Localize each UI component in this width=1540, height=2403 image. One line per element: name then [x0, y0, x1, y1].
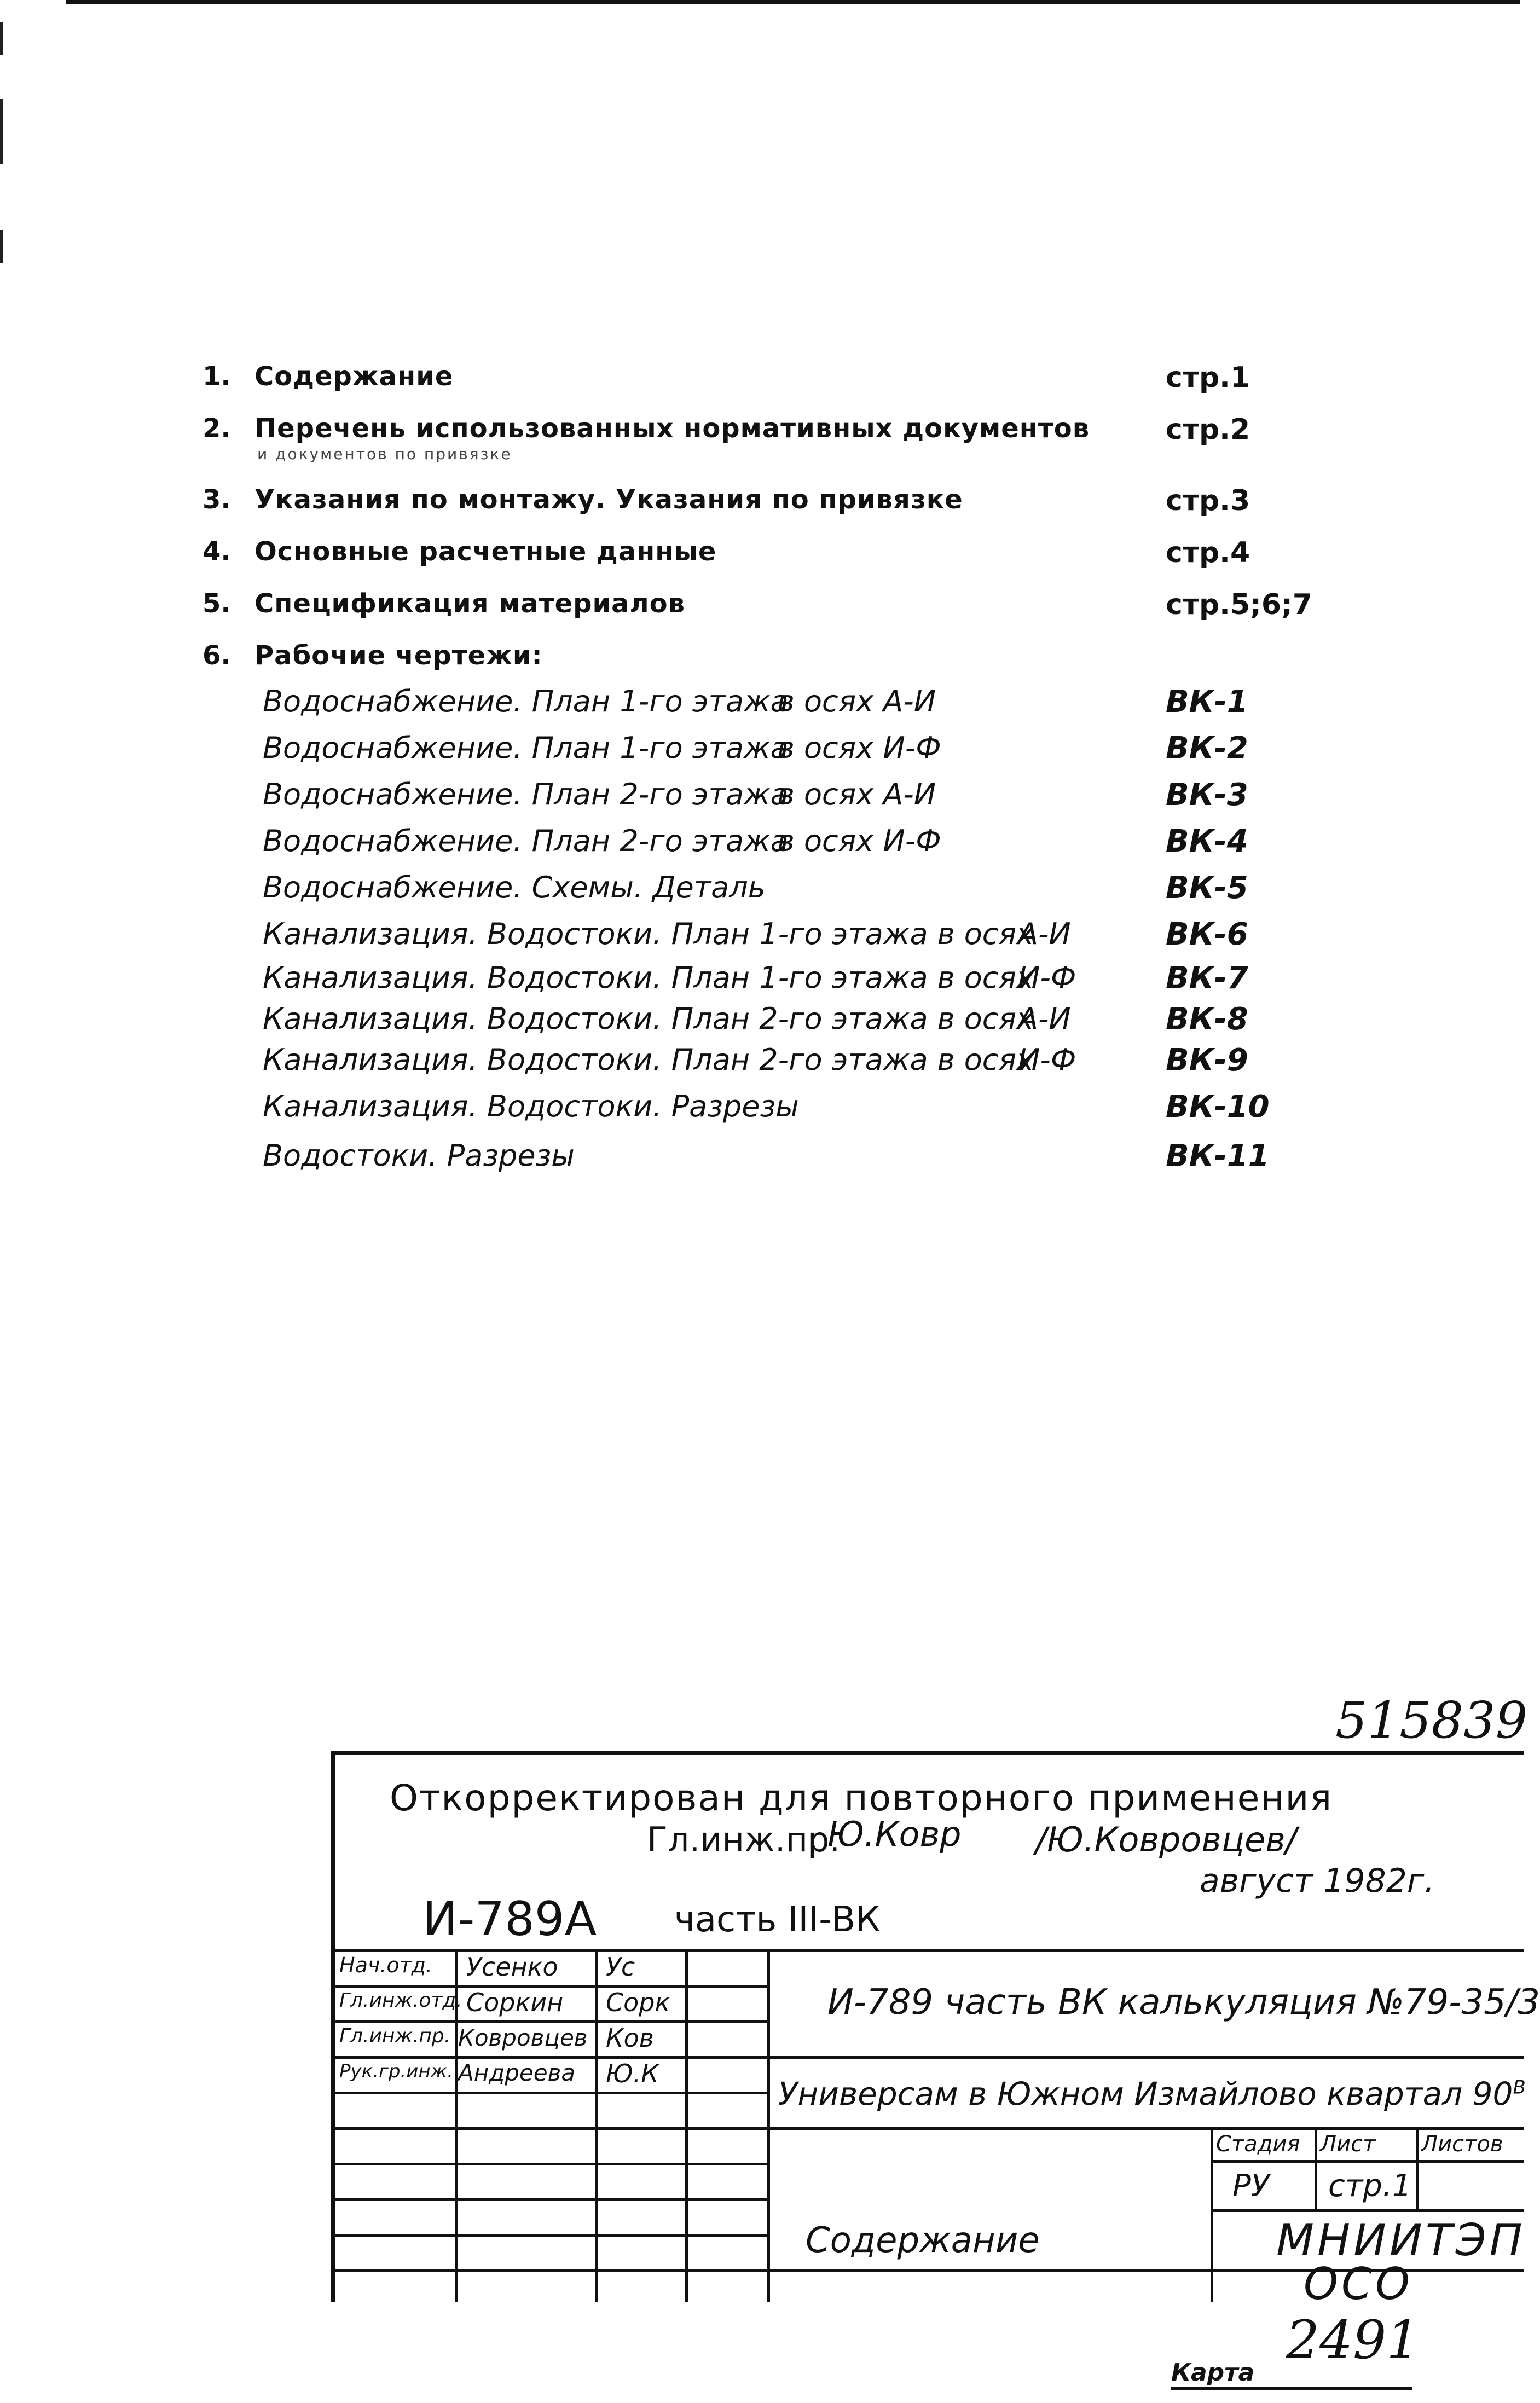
person-role: Нач.отд. [339, 1953, 433, 1977]
person-role: Рук.гр.инж. [339, 2060, 453, 2082]
drawing-axes: И-Ф [1018, 1043, 1076, 1077]
toc-title: Спецификация материалов [254, 588, 686, 619]
drawing-title: Водоснабжение. Схемы. Деталь [263, 870, 766, 905]
grid-line [595, 1949, 598, 2302]
archive-number: 515839 [1335, 1691, 1528, 1750]
card-label: Карта [1171, 2359, 1255, 2387]
drawing-axes: в осях И-Ф [777, 731, 941, 765]
drawing-title: Водоснабжение. План 2-го этажа [263, 777, 789, 812]
scan-mark [0, 230, 3, 263]
grid-line [1416, 2127, 1419, 2209]
project-part: часть III-ВК [674, 1900, 881, 1940]
toc-row [202, 640, 1319, 684]
grid-line [767, 1949, 770, 2302]
drawing-row [202, 731, 1319, 774]
sheet-label: Лист [1320, 2132, 1376, 2157]
toc-number: 3. [202, 484, 231, 515]
person-signature: Ков [606, 2023, 654, 2053]
drawing-title: Канализация. Водостоки. План 2-го этажа в осях [263, 1043, 1034, 1077]
project-line: И-789 часть ВК калькуляция №79-35/3 [827, 1982, 1540, 2023]
top-border-line [66, 0, 1520, 4]
toc-page: стр.3 [1166, 484, 1250, 517]
drawing-row [202, 1089, 1319, 1133]
toc-page: стр.4 [1166, 536, 1250, 569]
drawing-title: Канализация. Водостоки. План 1-го этажа в осях [263, 917, 1034, 951]
drawing-sheet: ВК-5 [1166, 870, 1248, 906]
toc-number: 6. [202, 640, 231, 671]
drawing-axes: в осях А-И [777, 777, 936, 812]
toc-row [202, 536, 1319, 580]
toc-title: Перечень использованных нормативных документов [254, 413, 1090, 444]
grid-line [1211, 2160, 1524, 2163]
drawing-row [202, 870, 1319, 914]
person-name: Соркин [466, 1988, 564, 2017]
person-name: Андреева [458, 2059, 576, 2086]
person-role: Гл.инж.отд. [339, 1989, 462, 2012]
organization-department: ОСО [1304, 2259, 1413, 2309]
document-title: Содержание [806, 2220, 1040, 2261]
drawing-sheet: ВК-8 [1166, 1001, 1248, 1037]
drawing-axes: И-Ф [1018, 960, 1076, 995]
person-signature: Ю.К [606, 2059, 659, 2088]
chief-engineer-role: Гл.инж.пр. [647, 1820, 841, 1860]
card-number: 2491 [1286, 2309, 1420, 2371]
drawing-title: Канализация. Водостоки. План 2-го этажа в осях [263, 1001, 1034, 1036]
toc-page: стр.2 [1166, 413, 1250, 446]
drawing-row [202, 684, 1319, 728]
toc-row [202, 361, 1319, 405]
drawing-sheet: ВК-2 [1166, 731, 1248, 766]
project-code: И-789А [422, 1892, 597, 1947]
toc-row [202, 588, 1319, 632]
scan-mark [0, 99, 3, 164]
title-block [331, 1751, 1540, 2309]
drawing-sheet: ВК-11 [1166, 1138, 1270, 1174]
drawing-title: Канализация. Водостоки. Разрезы [263, 1089, 799, 1124]
person-signature: Сорк [606, 1988, 670, 2017]
toc-page: стр.5;6;7 [1166, 588, 1313, 621]
grid-line [1211, 2209, 1524, 2212]
toc-row [202, 484, 1319, 528]
stage-label: Стадия [1216, 2132, 1300, 2157]
drawing-row [202, 824, 1319, 867]
toc-number: 4. [202, 536, 231, 567]
object-suffix: В [1513, 2076, 1526, 2099]
drawing-title: Водоснабжение. План 1-го этажа [263, 731, 789, 765]
drawing-axes: А-И [1018, 917, 1071, 951]
toc-title: Основные расчетные данные [254, 536, 717, 567]
drawing-sheet: ВК-1 [1166, 684, 1248, 720]
grid-line [335, 2020, 767, 2023]
drawing-sheet: ВК-3 [1166, 777, 1248, 813]
correction-date: август 1982г. [1200, 1862, 1435, 1900]
drawing-row [202, 777, 1319, 821]
object-name: Универсам в Южном Измайлово квартал $90^В$ [778, 2075, 1526, 2112]
grid-line [1315, 2127, 1317, 2209]
drawing-title: Канализация. Водостоки. План 1-го этажа в осях [263, 960, 1034, 995]
sheet-value: стр.1 [1328, 2168, 1412, 2204]
drawing-title: Водостоки. Разрезы [263, 1138, 575, 1173]
toc-number: 1. [202, 361, 231, 392]
person-role: Гл.инж.пр. [339, 2025, 451, 2047]
drawing-title: Водоснабжение. План 1-го этажа [263, 684, 789, 719]
drawing-sheet: ВК-10 [1166, 1089, 1270, 1125]
grid-line [335, 2056, 1524, 2059]
drawing-sheet: ВК-9 [1166, 1043, 1248, 1078]
drawing-row [202, 917, 1319, 960]
chief-engineer-name: /Ю.Ковровцев/ [1035, 1820, 1297, 1860]
correction-note: Откорректирован для повторного применения [390, 1777, 1333, 1819]
drawing-axes: А-И [1018, 1001, 1071, 1036]
toc-title: Рабочие чертежи: [254, 640, 543, 671]
grid-line [335, 2127, 1524, 2130]
toc-title: Указания по монтажу. Указания по привязке [254, 484, 963, 515]
grid-line [335, 2198, 767, 2201]
drawing-axes: в осях А-И [777, 684, 936, 719]
drawing-title: Водоснабжение. План 2-го этажа [263, 824, 789, 858]
drawing-sheet: ВК-6 [1166, 917, 1248, 952]
drawing-row [202, 1138, 1319, 1182]
toc-number: 5. [202, 588, 231, 619]
sheets-label: Листов [1421, 2132, 1503, 2157]
drawing-row [202, 960, 1319, 1004]
drawing-sheet: ВК-7 [1166, 960, 1248, 996]
person-name: Ковровцев [458, 2024, 588, 2051]
drawing-row [202, 1043, 1319, 1086]
grid-line [335, 2234, 767, 2237]
chief-engineer-signature: Ю.Ковр [827, 1814, 962, 1854]
grid-line [335, 2163, 767, 2165]
grid-line [335, 2092, 767, 2094]
toc-number: 2. [202, 413, 231, 444]
stage-value: РУ [1232, 2168, 1270, 2204]
toc-note: и документов по привязке [257, 445, 512, 463]
drawing-row [202, 1001, 1319, 1045]
drawing-axes: в осях И-Ф [777, 824, 941, 858]
organization-name: МНИИТЭП [1276, 2215, 1526, 2266]
person-name: Усенко [466, 1952, 558, 1982]
drawing-sheet: ВК-4 [1166, 824, 1248, 859]
toc-row [202, 413, 1319, 463]
toc-page: стр.1 [1166, 361, 1250, 394]
grid-line [685, 1949, 688, 2302]
person-signature: Ус [606, 1952, 635, 1982]
grid-line [1211, 2127, 1213, 2302]
toc-title: Содержание [254, 361, 454, 392]
card-underline [1171, 2387, 1412, 2390]
scan-mark [0, 22, 3, 55]
